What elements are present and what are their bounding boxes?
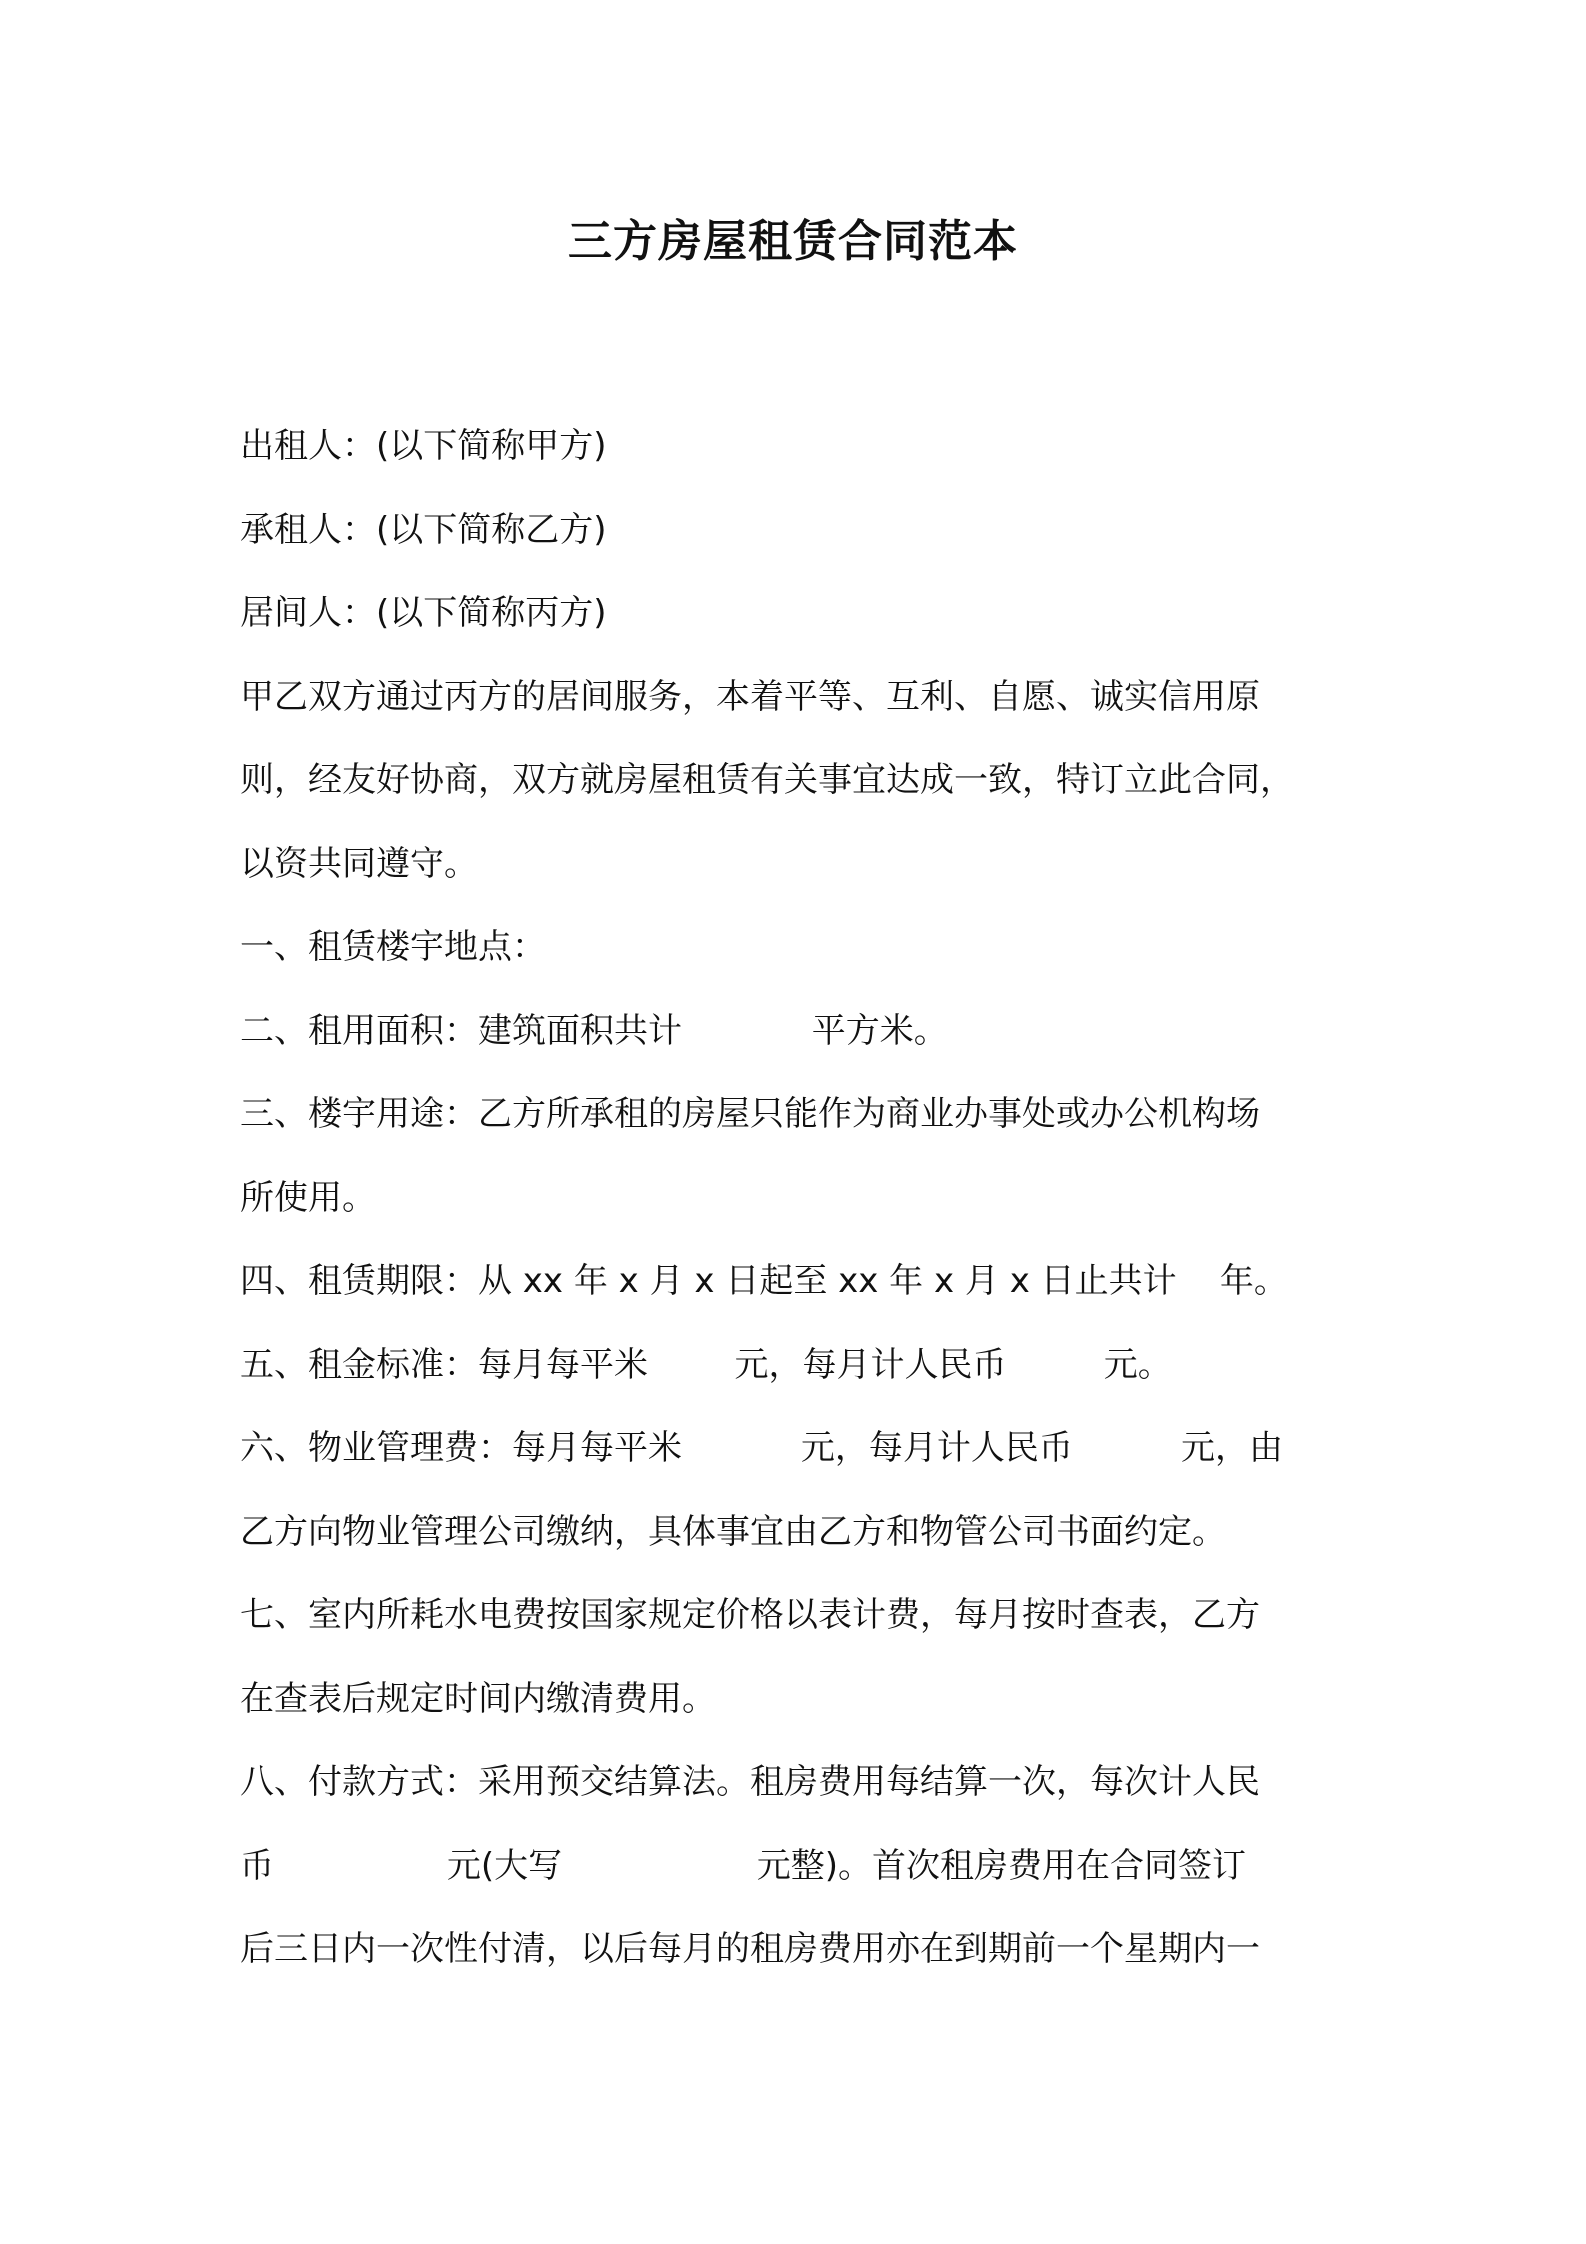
- party-lessor-line: 出租人：(以下简称甲方): [240, 426, 607, 466]
- clause-8-payment-cont: 后三日内一次性付清，以后每月的租房费用亦在到期前一个星期内一: [240, 1929, 1260, 1969]
- clause-5-rent: 五、租金标准：每月每平米 元，每月计人民币 元。: [240, 1344, 1172, 1385]
- preamble-line: 则，经友好协商，双方就房屋租赁有关事宜达成一致，特订立此合同，: [240, 760, 1294, 800]
- document-body: [240, 405, 1360, 1992]
- clause-6-property-fee: 六、物业管理费：每月每平米 元，每月计人民币 元，由: [240, 1428, 1283, 1468]
- preamble-line: 以资共同遵守。: [240, 843, 478, 884]
- party-intermediary-line: 居间人：(以下简称丙方): [240, 593, 607, 633]
- document-title: 三方房屋租赁合同范本: [568, 216, 1018, 267]
- party-lessee-line: 承租人：(以下简称乙方): [240, 509, 607, 550]
- clause-6-property-fee-cont: 乙方向物业管理公司缴纳，具体事宜由乙方和物管公司书面约定。: [240, 1511, 1226, 1552]
- clause-8-payment-cont: 币 元(大写 元整)。首次租房费用在合同签订: [240, 1845, 1246, 1886]
- preamble-line: 甲乙双方通过丙方的居间服务，本着平等、互利、自愿、诚实信用原: [240, 676, 1260, 717]
- clause-7-utilities: 七、室内所耗水电费按国家规定价格以表计费，每月按时查表，乙方: [240, 1595, 1260, 1635]
- clause-2-area: 二、租用面积：建筑面积共计 平方米。: [240, 1010, 948, 1051]
- clause-8-payment: 八、付款方式：采用预交结算法。租房费用每结算一次，每次计人民: [240, 1762, 1260, 1802]
- clause-3-usage-cont: 所使用。: [240, 1177, 376, 1218]
- clause-3-usage: 三、楼宇用途：乙方所承租的房屋只能作为商业办事处或办公机构场: [240, 1094, 1260, 1134]
- clause-7-utilities-cont: 在查表后规定时间内缴清费用。: [240, 1678, 716, 1719]
- clause-4-term: 四、租赁期限：从 xx 年 x 月 x 日起至 xx 年 x 月 x 日止共计 年。: [240, 1261, 1288, 1301]
- clause-1-location: 一、租赁楼宇地点：: [240, 927, 546, 967]
